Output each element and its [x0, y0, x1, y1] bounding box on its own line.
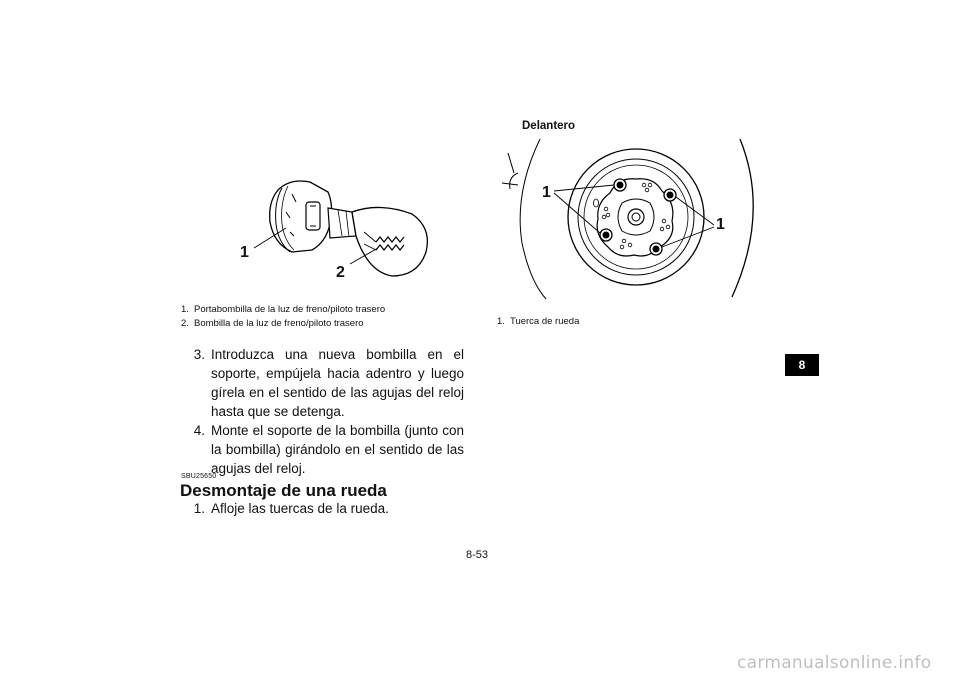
step-item: 3. Introduzca una nueva bombilla en el soporte, empújela hacia adentro y luego gírela en el sentido de las agujas del reloj hasta que se detenga. — [193, 347, 464, 419]
callout-1-right-nuts: 1 — [716, 216, 725, 233]
caption-item: 2. Bombilla de la luz de freno/piloto trasero — [181, 318, 364, 329]
figure-left-captions — [181, 303, 461, 331]
callout-1-holder: 1 — [240, 244, 249, 261]
chapter-tab: 8 — [785, 354, 819, 376]
caption-item: 1. Portabombilla de la luz de freno/piloto trasero — [181, 304, 386, 315]
section-code: SBU25650 — [181, 473, 217, 480]
wheel-hub-illustration — [500, 133, 770, 303]
page-number: 8-53 — [466, 549, 489, 561]
instruction-steps — [178, 345, 464, 478]
callout-1-left-nuts: 1 — [542, 184, 551, 201]
bulb-holder-illustration — [230, 172, 440, 284]
step-item: 1. Afloje las tuercas de la rueda. — [193, 501, 389, 516]
step-item: 4. Monte el soporte de la bombilla (junto con la bombilla) girándolo en el sentido de las agujas del reloj. — [193, 423, 464, 476]
figure-right-captions — [497, 315, 757, 329]
section-title: Desmontaje de una rueda — [180, 481, 387, 500]
section-steps — [178, 499, 464, 518]
figure-right-label: Delantero — [522, 120, 576, 132]
caption-item: 1. Tuerca de rueda — [497, 316, 580, 327]
callout-2-bulb: 2 — [336, 264, 345, 281]
watermark-text: carmanualsonline.info — [737, 653, 932, 673]
